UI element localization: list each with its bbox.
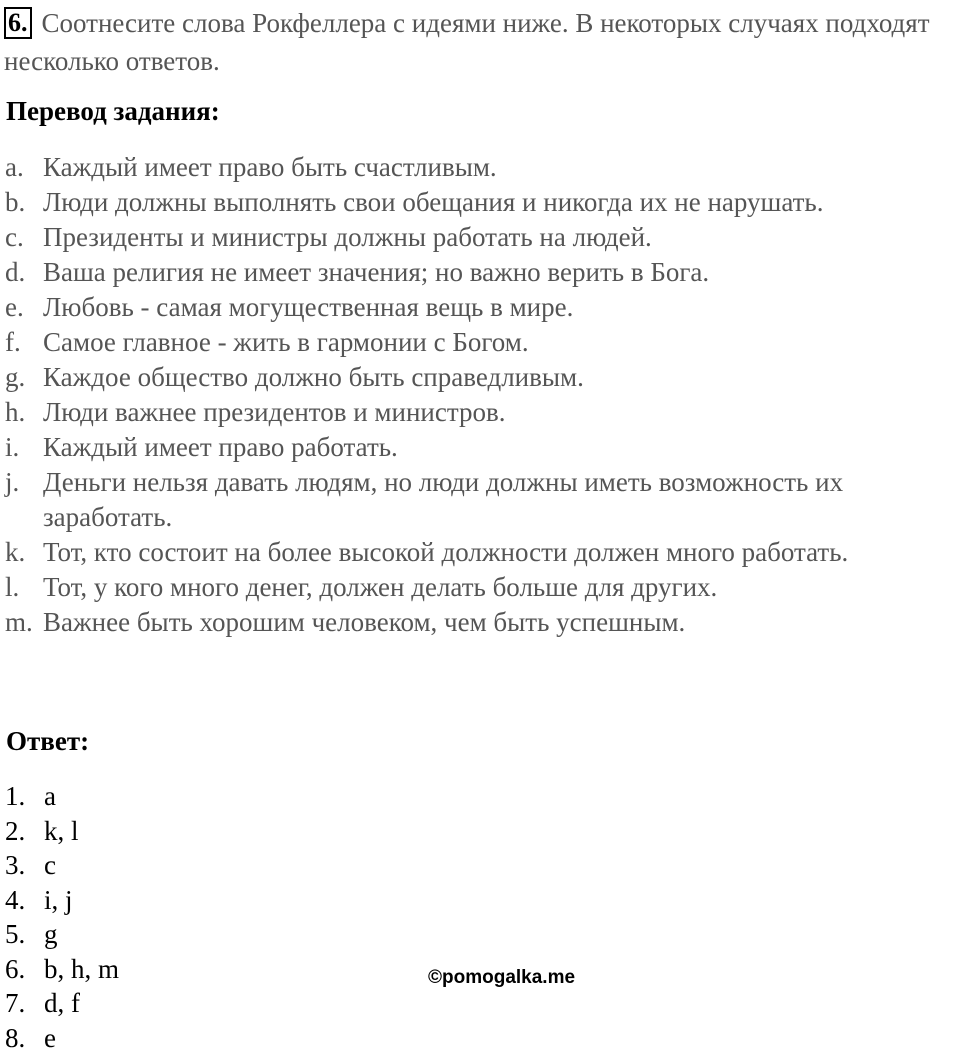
translation-list — [5, 150, 960, 640]
answer-value: k, l — [44, 814, 79, 849]
translation-item — [5, 605, 960, 640]
answer-number: 5. — [5, 917, 44, 952]
answer-item — [5, 883, 119, 918]
item-letter: j. — [5, 465, 43, 535]
item-text: Президенты и министры должны работать на людей. — [43, 220, 960, 255]
answer-number: 2. — [5, 814, 44, 849]
answer-number: 7. — [5, 986, 44, 1021]
answer-heading: Ответ: — [6, 726, 89, 757]
answer-item — [5, 814, 119, 849]
translation-item — [5, 290, 960, 325]
task-number-badge: 6. — [4, 7, 32, 39]
answer-value: b, h, m — [44, 952, 119, 987]
item-text: Важнее быть хорошим человеком, чем быть успешным. — [43, 605, 960, 640]
item-text: Каждый имеет право работать. — [43, 430, 960, 465]
item-letter: k. — [5, 535, 43, 570]
item-letter: m. — [5, 605, 43, 640]
answer-item — [5, 952, 119, 987]
item-letter: e. — [5, 290, 43, 325]
item-text: Каждый имеет право быть счастливым. — [43, 150, 960, 185]
item-text: Каждое общество должно быть справедливым. — [43, 360, 960, 395]
task-instruction: Соотнесите слова Рокфеллера с идеями ниже. В некоторых случаях подходят несколько ответов. — [4, 8, 930, 76]
translation-item — [5, 360, 960, 395]
answer-value: e — [44, 1021, 56, 1055]
answer-item — [5, 917, 119, 952]
translation-item — [5, 325, 960, 360]
item-text: Тот, кто состоит на более высокой должности должен много работать. — [43, 535, 960, 570]
answer-value: d, f — [44, 986, 80, 1021]
answer-item — [5, 1021, 119, 1055]
item-letter: a. — [5, 150, 43, 185]
translation-heading: Перевод задания: — [6, 96, 220, 127]
translation-item — [5, 395, 960, 430]
task-header — [4, 4, 954, 80]
item-letter: h. — [5, 395, 43, 430]
item-text: Люди важнее президентов и министров. — [43, 395, 960, 430]
answer-value: i, j — [44, 883, 73, 918]
item-text: Любовь - самая могущественная вещь в мире. — [43, 290, 960, 325]
translation-item — [5, 220, 960, 255]
item-text: Самое главное - жить в гармонии с Богом. — [43, 325, 960, 360]
translation-item — [5, 535, 960, 570]
translation-item — [5, 465, 960, 535]
watermark: ©pomogalka.me — [428, 967, 575, 989]
item-letter: b. — [5, 185, 43, 220]
item-letter: l. — [5, 570, 43, 605]
translation-item — [5, 185, 960, 220]
item-letter: c. — [5, 220, 43, 255]
item-text: Ваша религия не имеет значения; но важно верить в Бога. — [43, 255, 960, 290]
item-letter: i. — [5, 430, 43, 465]
item-text: Деньги нельзя давать людям, но люди должны иметь возможность их заработать. — [43, 465, 960, 535]
item-text: Люди должны выполнять свои обещания и никогда их не нарушать. — [43, 185, 960, 220]
answer-number: 1. — [5, 779, 44, 814]
answer-item — [5, 779, 119, 814]
translation-item — [5, 430, 960, 465]
answer-item — [5, 986, 119, 1021]
answer-item — [5, 848, 119, 883]
answer-list — [5, 779, 119, 1055]
item-text: Тот, у кого много денег, должен делать больше для других. — [43, 570, 960, 605]
answer-number: 6. — [5, 952, 44, 987]
item-letter: f. — [5, 325, 43, 360]
item-letter: d. — [5, 255, 43, 290]
answer-value: g — [44, 917, 58, 952]
item-letter: g. — [5, 360, 43, 395]
translation-item — [5, 570, 960, 605]
answer-number: 8. — [5, 1021, 44, 1055]
answer-value: a — [44, 779, 56, 814]
translation-item — [5, 150, 960, 185]
translation-item — [5, 255, 960, 290]
answer-value: c — [44, 848, 56, 883]
answer-number: 3. — [5, 848, 44, 883]
answer-number: 4. — [5, 883, 44, 918]
